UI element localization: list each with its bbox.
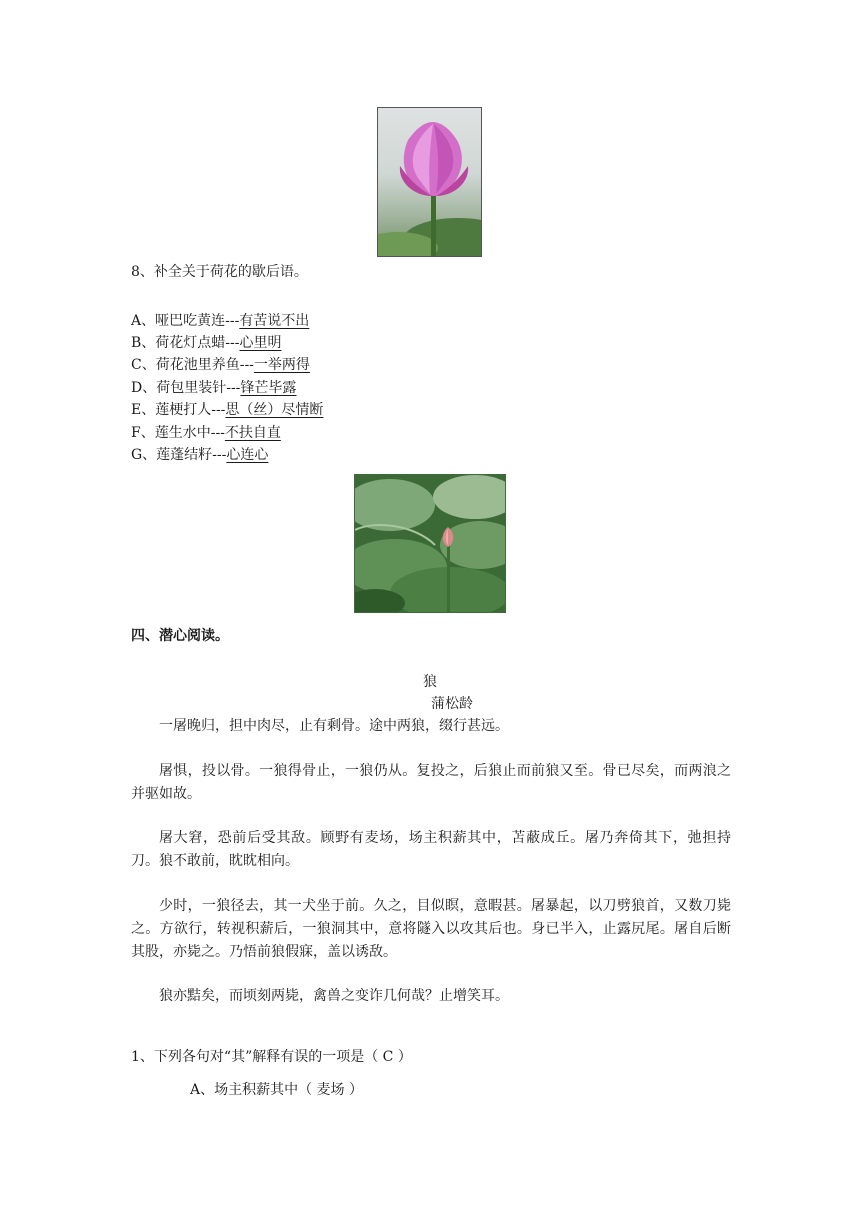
idiom-prefix: D、荷包里装针--- bbox=[131, 380, 241, 396]
idiom-item-c bbox=[131, 355, 310, 375]
reading-paragraph-3: 屠大窘，恐前后受其敌。顾野有麦场，场主积薪其中，苫蔽成丘。屠乃奔倚其下，弛担持刀。狼不敢前，眈眈相向。 bbox=[131, 830, 731, 869]
reading-paragraph-5: 狼亦黠矣，而顷刻两毙，禽兽之变诈几何哉？止增笑耳。 bbox=[159, 988, 509, 1004]
idiom-prefix: A、哑巴吃黄连--- bbox=[131, 313, 240, 329]
idiom-prefix: G、莲蓬结籽--- bbox=[131, 447, 227, 463]
poem-title: 狼 bbox=[423, 674, 437, 690]
idiom-prefix: C、荷花池里养鱼--- bbox=[131, 357, 254, 373]
idiom-item-a bbox=[131, 311, 309, 331]
idiom-prefix: B、荷花灯点蜡--- bbox=[131, 335, 240, 351]
idiom-answer: 心里明 bbox=[239, 335, 282, 351]
section-4-heading: 四、潜心阅读。 bbox=[131, 628, 229, 644]
idiom-answer: 心连心 bbox=[226, 447, 269, 463]
idiom-item-f bbox=[131, 423, 281, 443]
reading-paragraph-1: 一屠晚归，担中肉尽，止有剩骨。途中两狼，缀行甚远。 bbox=[159, 718, 509, 734]
lotus-bud-photo bbox=[377, 107, 482, 257]
idiom-answer: 不扶自直 bbox=[224, 425, 281, 441]
reading-paragraph-4: 少时，一狼径去，其一犬坐于前。久之，目似瞑，意暇甚。屠暴起，以刀劈狼首，又数刀毙之。方欲行，转视积薪后，一狼洞其中，意将隧入以攻其后也。身已半入，止露尻尾。屠自后断其股，亦毙之。乃悟前狼假寐，盖以诱敌。 bbox=[131, 898, 731, 960]
idiom-answer: 有苦说不出 bbox=[239, 313, 310, 329]
idiom-prefix: F、莲生水中--- bbox=[131, 425, 225, 441]
reading-paragraph-2: 屠惧，投以骨。一狼得骨止，一狼仍从。复投之，后狼止而前狼又至。骨已尽矣，而两浪之并驱如故。 bbox=[131, 763, 731, 802]
idiom-answer: 一举两得 bbox=[253, 357, 310, 373]
lotus-leaves-photo bbox=[354, 474, 506, 613]
idiom-prefix: E、莲梗打人--- bbox=[131, 402, 226, 418]
idiom-item-b bbox=[131, 333, 281, 353]
question-1-text: 1、下列各句对“其”解释有误的一项是（ C ） bbox=[131, 1049, 412, 1065]
question-8-title: 8、补全关于荷花的歇后语。 bbox=[131, 264, 308, 280]
question-1-option-a: A、场主积薪其中（ 麦场 ） bbox=[190, 1082, 364, 1098]
idiom-item-e bbox=[131, 400, 323, 420]
idiom-item-d bbox=[131, 378, 296, 398]
poem-author: 蒲松龄 bbox=[431, 696, 473, 712]
idiom-answer: 锋芒毕露 bbox=[240, 380, 297, 396]
idiom-item-g bbox=[131, 445, 268, 465]
idiom-answer: 思（丝）尽情断 bbox=[225, 402, 324, 418]
